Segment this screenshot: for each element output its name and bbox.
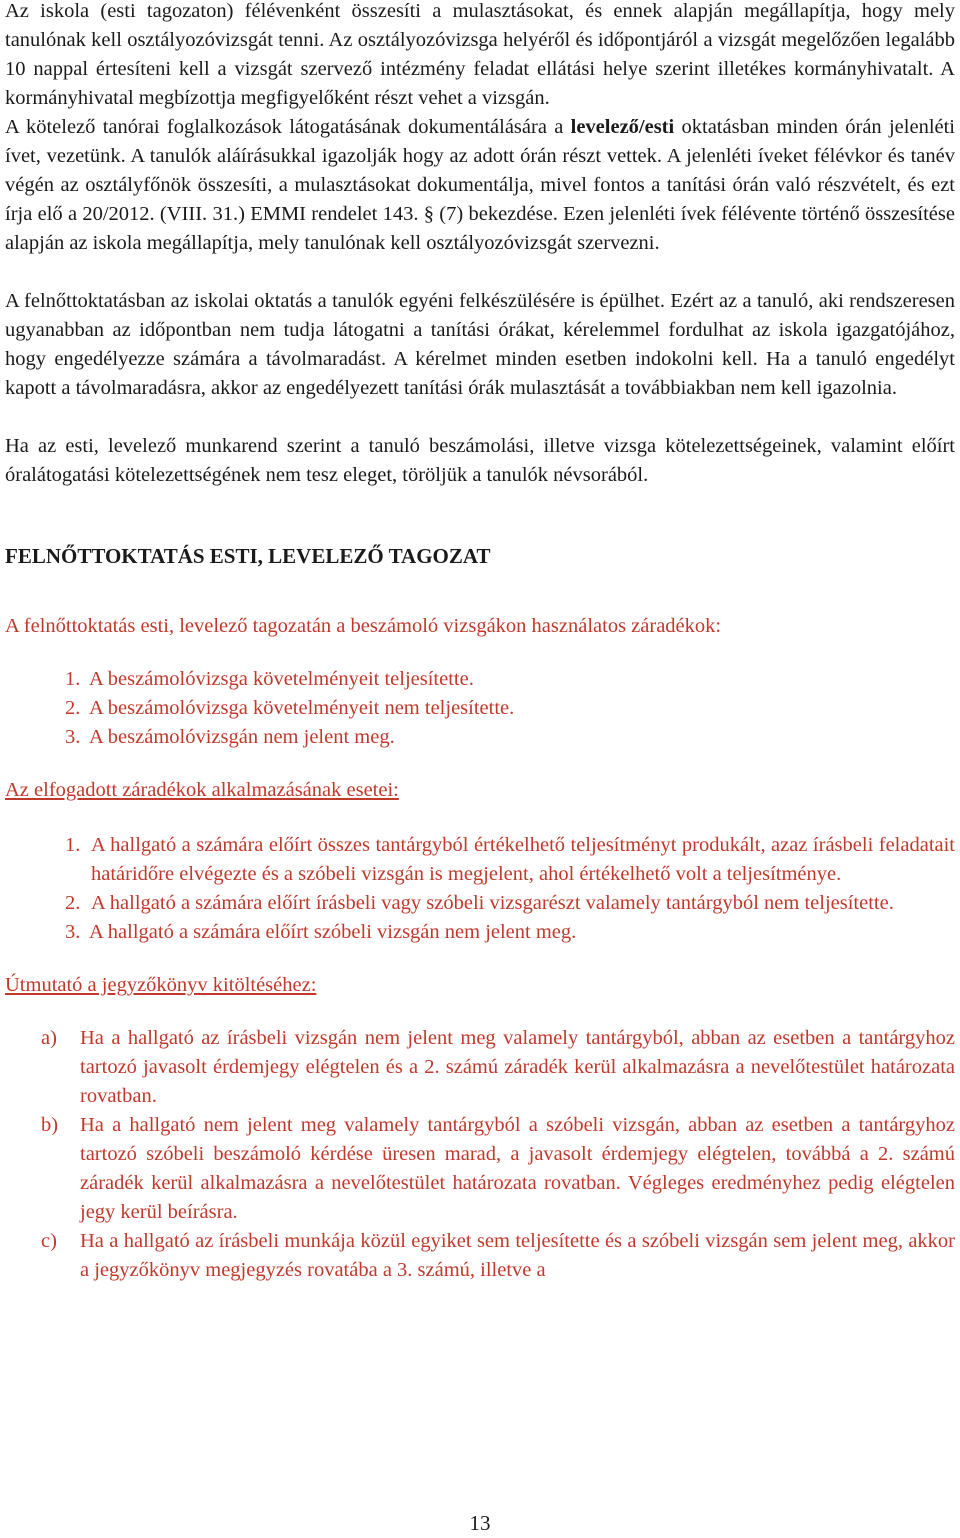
list-item-letter: c) bbox=[41, 1230, 57, 1252]
paragraph-exam-notification: Az iskola (esti tagozaton) félévenként összesíti a mulasztásokat, és ennek alapján megállapítja, hogy mely tanulónak kell osztályozóvizsgát tenni. Az osztályozóvizsga helyéről és időpontjáról a vizsgát megelőzően legalább 10 nappal értesíteni kell a vizsgát szervező intézmény feladat ellátási helye szerint illetékes kormányhivatalt. A kormányhivatal megbízottja megfigyelőként részt vehet a vizsgán. bbox=[5, 0, 955, 109]
list-item bbox=[5, 831, 955, 889]
list-item bbox=[5, 1024, 955, 1111]
list-item-letter: b) bbox=[41, 1114, 59, 1136]
section-heading: FELNŐTTOKTATÁS ESTI, LEVELEZŐ TAGOZAT bbox=[5, 544, 491, 568]
list-item-number: 2. bbox=[65, 697, 81, 719]
list-item bbox=[5, 1111, 955, 1227]
list-item bbox=[5, 694, 955, 723]
list-item bbox=[5, 889, 955, 918]
guide-heading: Útmutató a jegyzőkönyv kitöltéséhez: bbox=[5, 974, 317, 996]
list-item-number: 3. bbox=[65, 726, 81, 748]
cases-heading: Az elfogadott záradékok alkalmazásának esetei: bbox=[5, 779, 399, 801]
list-item-number: 1. bbox=[65, 668, 81, 690]
list-item-number: 1. bbox=[65, 834, 81, 856]
list-item-text: A hallgató a számára előírt írásbeli vagy szóbeli vizsgarészt valamely tantárgyból nem teljesítette. bbox=[91, 892, 894, 914]
list-item-text: A beszámolóvizsga követelményeit teljesítette. bbox=[89, 668, 474, 690]
paragraph-attendance-part2: oktatásban minden órán jelenléti ívet, vezetünk. A tanulók aláírásukkal igazolják hogy az adott órán részt vettek. A jelenléti íveket félévkor és tanév végén az osztályfőnök összesíti, a mulasztásokat dokumentálja, mivel fontos a tanítási órán való részvételt, és ezt írja elő a 20/2012. (VIII. 31.) EMMI rendelet 143. § (7) bekezdése. Ezen jelenléti ívek félévente történő összesítése alapján az iskola megállapítja, mely tanulónak kell osztályozóvizsgát szervezni. bbox=[5, 116, 956, 254]
paragraph-attendance bbox=[5, 113, 955, 258]
paragraph-removal: Ha az esti, levelező munkarend szerint a tanuló beszámolási, illetve vizsga kötelezettségeinek, valamint előírt óralátogatási kötelezettségének nem tesz eleget, töröljük a tanulók névsorából. bbox=[5, 435, 955, 486]
list-item bbox=[5, 1227, 955, 1285]
list-item-number: 3. bbox=[65, 921, 81, 943]
cases-list bbox=[5, 831, 955, 947]
list-item-text: Ha a hallgató az írásbeli munkája közül egyiket sem teljesítette és a szóbeli vizsgán sem jelent meg, akkor a jegyzőkönyv megjegyzés rovatába a 3. számú, illetve a bbox=[80, 1230, 955, 1281]
page-number: 13 bbox=[469, 1511, 491, 1535]
list-item-number: 2. bbox=[65, 892, 81, 914]
list-item bbox=[5, 918, 955, 947]
list-item-text: A beszámolóvizsgán nem jelent meg. bbox=[89, 726, 395, 748]
list-item-text: A hallgató a számára előírt összes tantárgyból értékelhető teljesítményt produkált, azaz írásbeli feladatait határidőre elvégezte és a szóbeli vizsgán is megjelent, ahol értékelhető volt a teljesítménye. bbox=[91, 834, 955, 885]
list-item-letter: a) bbox=[41, 1027, 57, 1049]
list-item-text: Ha a hallgató az írásbeli vizsgán nem jelent meg valamely tantárgyból, abban az esetben a tantárgyhoz tartozó javasolt érdemjegy elégtelen és a 2. számú záradék kerül alkalmazásra a nevelőtestület határozata rovatban. bbox=[80, 1027, 955, 1107]
paragraph-adult-education: A felnőttoktatásban az iskolai oktatás a tanulók egyéni felkészülésére is épülhet. Ezért az a tanuló, aki rendszeresen ugyanabban az időpontban nem tudja látogatni a tanítási órákat, kérelemmel fordulhat az iskola igazgatójához, hogy engedélyezze számára a távolmaradást. A kérelmet minden esetben indokolni kell. Ha a tanuló engedélyt kapott a távolmaradásra, akkor az engedélyezett tanítási órák mulasztását a továbbiakban nem kell igazolnia. bbox=[5, 290, 955, 399]
list-item-text: A hallgató a számára előírt szóbeli vizsgán nem jelent meg. bbox=[89, 921, 577, 943]
list-item-text: A beszámolóvizsga követelményeit nem teljesítette. bbox=[89, 697, 515, 719]
paragraph-attendance-bold: levelező/esti bbox=[570, 116, 675, 138]
document-page bbox=[5, 0, 955, 1285]
list-item bbox=[5, 665, 955, 694]
paragraph-attendance-part1: A kötelező tanórai foglalkozások látogatásának dokumentálására a bbox=[5, 116, 571, 138]
list-item bbox=[5, 723, 955, 752]
list-item-text: Ha a hallgató nem jelent meg valamely tantárgyból a szóbeli vizsgán, abban az esetben a tantárgyhoz tartozó szóbeli beszámoló kérdése üresen marad, a javasolt érdemjegy elégtelen, továbbá a 2. számú záradék kerül alkalmazásra a nevelőtestület határozata rovatban. Végleges eredményhez pedig elégtelen jegy kerül beírásra. bbox=[80, 1114, 955, 1223]
clauses-intro: A felnőttoktatás esti, levelező tagozatán a beszámoló vizsgákon használatos záradékok: bbox=[5, 615, 722, 637]
guide-list bbox=[5, 1024, 955, 1285]
clauses-list bbox=[5, 665, 955, 752]
